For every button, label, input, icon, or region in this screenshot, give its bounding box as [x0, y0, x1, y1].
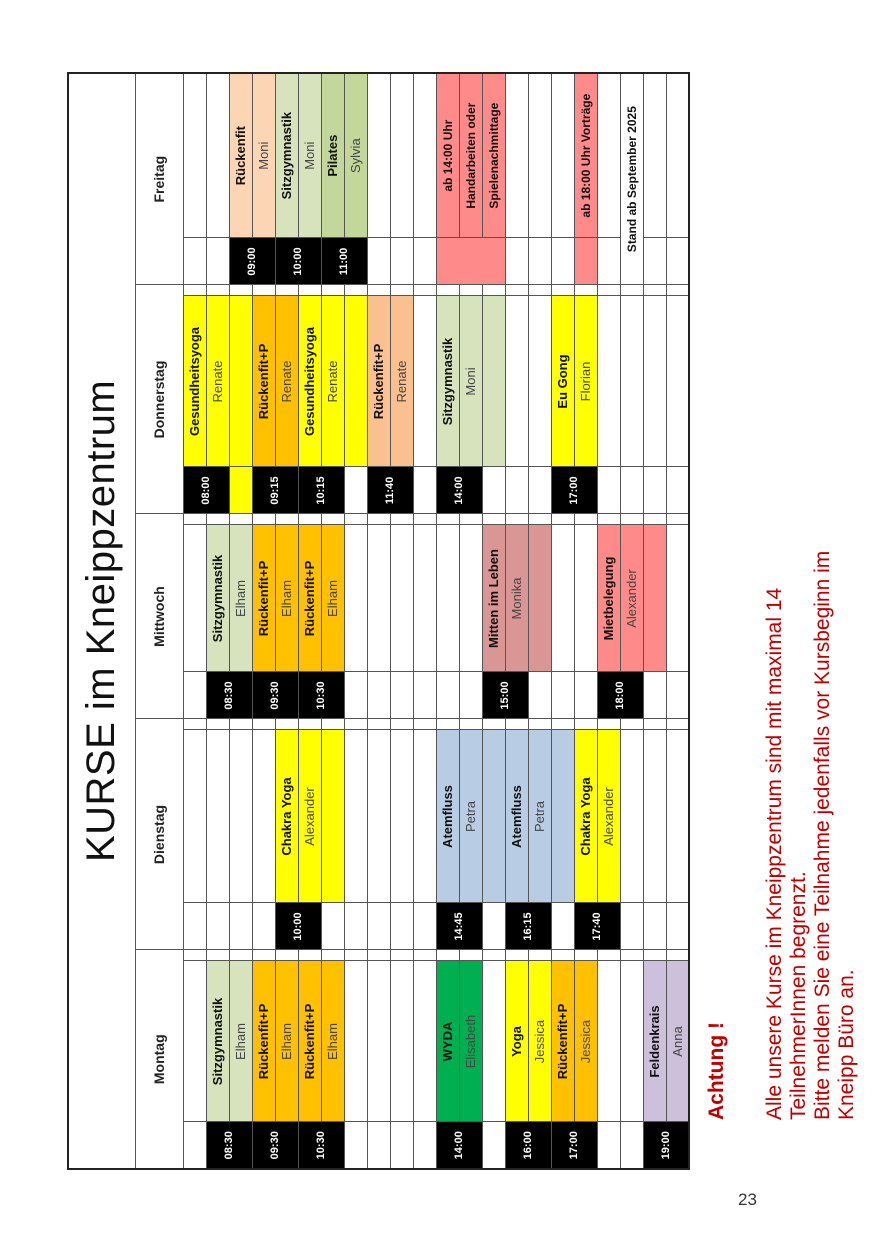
course-name: Rückenfit [229, 73, 252, 238]
friday-note: ab 14:00 Uhr [436, 73, 459, 238]
schedule-table [67, 72, 690, 1170]
teacher-name: Elham [275, 525, 298, 672]
teacher-name: Alexander [298, 730, 321, 903]
course-name: Rückenfit+P [367, 296, 390, 467]
teacher-name: Renate [275, 296, 298, 467]
page-title: KURSE im Kneippzentrum [68, 73, 135, 1169]
friday-note: Handarbeiten oder [459, 73, 482, 238]
day-header-freitag: Freitag [135, 73, 183, 285]
time-slot: 14:00 [436, 467, 482, 514]
course-name: Chakra Yoga [275, 730, 298, 903]
teacher-name: Elham [275, 961, 298, 1122]
course-name: Rückenfit+P [551, 961, 574, 1122]
time-slot: 19:00 [643, 1122, 689, 1169]
time-slot: 11:40 [367, 467, 413, 514]
course-name: Eu Gong [551, 296, 574, 467]
course-name: Sitzgymnastik [275, 73, 298, 238]
course-name: Sitzgymnastik [206, 961, 229, 1122]
time-slot: 14:45 [436, 903, 482, 950]
course-name: Rückenfit+P [298, 525, 321, 672]
time-slot: 15:00 [482, 672, 528, 719]
course-name: Atemfluss [505, 730, 528, 903]
teacher-name: Elham [321, 961, 344, 1122]
day-header-mittwoch: Mittwoch [135, 514, 183, 719]
teacher-name: Elisabeth [459, 961, 482, 1122]
page-number: 23 [738, 1190, 757, 1209]
course-name: Pilates [321, 73, 344, 238]
day-header-donnerstag: Donnerstag [135, 285, 183, 514]
notice-line-1: Alle unsere Kurse im Kneippzentrum sind mit maximal 14 TeilnehmerInnen begrenzt. [763, 587, 810, 1120]
teacher-name: Petra [459, 730, 482, 903]
time-slot: 14:00 [436, 1122, 482, 1169]
time-slot: 16:15 [505, 903, 551, 950]
time-slot: 18:00 [597, 672, 643, 719]
time-slot: 17:00 [551, 1122, 597, 1169]
teacher-name: Jessica [574, 961, 597, 1122]
course-name: Chakra Yoga [574, 730, 597, 903]
friday-note: Spielenachmittage [482, 73, 505, 238]
time-slot: 09:00 [229, 238, 275, 285]
course-name: Sitzgymnastik [206, 525, 229, 672]
teacher-name: Petra [528, 730, 551, 903]
teacher-name: Alexander [597, 730, 620, 903]
teacher-name: Renate [390, 296, 413, 467]
course-name: Rückenfit+P [298, 961, 321, 1122]
teacher-name: Renate [321, 296, 344, 467]
time-slot: 17:40 [574, 903, 620, 950]
course-name: Rückenfit+P [252, 296, 275, 467]
teacher-name: Elham [229, 525, 252, 672]
teacher-name: Moni [298, 73, 321, 238]
course-name: Mitten im Leben [482, 525, 505, 672]
course-name: WYDA [436, 961, 459, 1122]
time-slot: 10:00 [275, 903, 321, 950]
time-slot: 09:15 [252, 467, 298, 514]
teacher-name: Elham [321, 525, 344, 672]
teacher-name: Jessica [528, 961, 551, 1122]
time-slot: 09:30 [252, 672, 298, 719]
course-name: Atemfluss [436, 730, 459, 903]
time-slot: 10:30 [298, 672, 344, 719]
time-slot: 10:00 [275, 238, 321, 285]
teacher-name: Elham [229, 961, 252, 1122]
teacher-name: Sylvia [344, 73, 367, 238]
course-name: Rückenfit+P [252, 525, 275, 672]
time-slot: 10:15 [298, 467, 344, 514]
course-name: Gesundheitsyoga [183, 296, 206, 467]
stand-date: Stand ab September 2025 [620, 73, 643, 285]
teacher-name: Florian [574, 296, 597, 467]
course-name: Yoga [505, 961, 528, 1122]
teacher-name: Anna [666, 961, 689, 1122]
day-header-dienstag: Dienstag [135, 719, 183, 950]
teacher-name: Moni [252, 73, 275, 238]
course-name: Rückenfit+P [252, 961, 275, 1122]
notice-block [705, 480, 859, 1120]
time-slot: 08:30 [206, 672, 252, 719]
notice-line-2: Bitte melden Sie eine Teilnahme jedenfalls vor Kursbeginn im Kneipp Büro an. [811, 550, 858, 1120]
notice-heading: Achtung ! [705, 1022, 728, 1120]
teacher-name: Renate [206, 296, 229, 467]
course-name: Gesundheitsyoga [298, 296, 321, 467]
teacher-name: Moni [459, 296, 482, 467]
teacher-name: Monika [505, 525, 528, 672]
time-slot: 16:00 [505, 1122, 551, 1169]
time-slot: 08:00 [183, 467, 229, 514]
time-slot: 09:30 [252, 1122, 298, 1169]
course-schedule [67, 75, 685, 1170]
day-header-montag: Montag [135, 950, 183, 1169]
course-name: Mietbelegung [597, 525, 620, 672]
course-name: Feldenkrais [643, 961, 666, 1122]
friday-note: ab 18:00 Uhr Vorträge [574, 73, 597, 238]
time-slot: 17:00 [551, 467, 597, 514]
course-name: Sitzgymnastik [436, 296, 459, 467]
teacher-name: Alexander [620, 525, 643, 672]
time-slot: 08:30 [206, 1122, 252, 1169]
time-slot: 11:00 [321, 238, 367, 285]
time-slot: 10:30 [298, 1122, 344, 1169]
